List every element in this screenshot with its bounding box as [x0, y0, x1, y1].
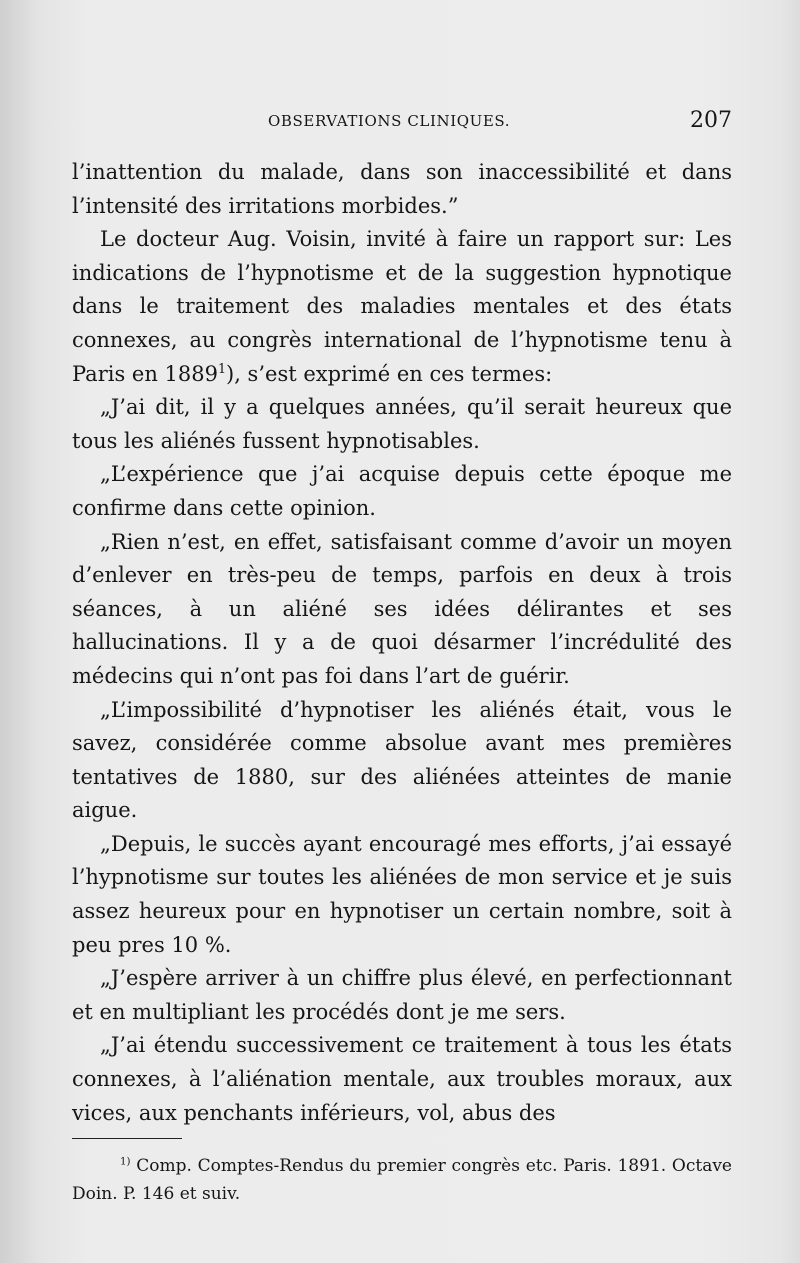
- paragraph: „Depuis, le succès ayant encouragé mes efforts, j’ai essayé l’hypnotisme sur toutes les aliénées de mon service et je suis assez heureux pour en hypnotiser un certain nombre, soit à peu pres 10 %.: [72, 831, 732, 957]
- footnote-marker: 1: [218, 360, 227, 376]
- footnote-number: 1): [120, 1156, 131, 1168]
- paragraph: „J’ai dit, il y a quelques années, qu’il serait heureux que tous les aliénés fussent hypnotisables.: [72, 395, 732, 453]
- paragraph: „L’impossibilité d’hypnotiser les aliénés était, vous le savez, considérée comme absolue avant mes premières tentatives de 1880, sur des aliénées atteintes de manie aigue.: [72, 697, 732, 823]
- paragraph: [72, 223, 732, 391]
- running-title: OBSERVATIONS CLINIQUES.: [268, 112, 511, 130]
- paragraph: l’inattention du malade, dans son inaccessibilité et dans l’intensité des irritations morbides.”: [72, 160, 732, 218]
- paragraph: „J’ai étendu successivement ce traitement à tous les états connexes, à l’aliénation mentale, aux troubles moraux, aux vices, aux penchants inférieurs, vol, abus des: [72, 1033, 732, 1125]
- footnote-text: Comp. Comptes-Rendus du premier congrès etc. Paris. 1891. Octave Doin. P. 146 et suiv.: [72, 1156, 732, 1204]
- main-text: [72, 156, 732, 1130]
- page-number: 207: [690, 108, 732, 133]
- footnote-paragraph: [72, 1152, 732, 1208]
- footnote: [72, 1152, 732, 1208]
- paragraph: „Rien n’est, en effet, satisfaisant comme d’avoir un moyen d’enlever en très-peu de temps, parfois en deux à trois séances, à un aliéné ses idées délirantes et ses hallucinations. Il y a de quoi désarmer l’incrédulité des médecins qui n’ont pas foi dans l’art de guérir.: [72, 529, 732, 688]
- paragraph: „J’espère arriver à un chiffre plus élevé, en perfectionnant et en multipliant les procédés dont je me sers.: [72, 966, 732, 1024]
- paragraph-text: Le docteur Aug. Voisin, invité à faire un rapport sur: Les indications de l’hypnotisme et de la suggestion hypnotique dans le traitement des maladies mentales et des états connexes, au congrès international de l’hypnotisme tenu à Paris en 1889: [72, 227, 732, 386]
- paragraph: „L’expérience que j’ai acquise depuis cette époque me confirme dans cette opinion.: [72, 462, 732, 520]
- page-header: [72, 108, 732, 142]
- paragraph-text: ), s’est exprimé en ces termes:: [226, 361, 553, 386]
- footnote-divider: [72, 1138, 182, 1139]
